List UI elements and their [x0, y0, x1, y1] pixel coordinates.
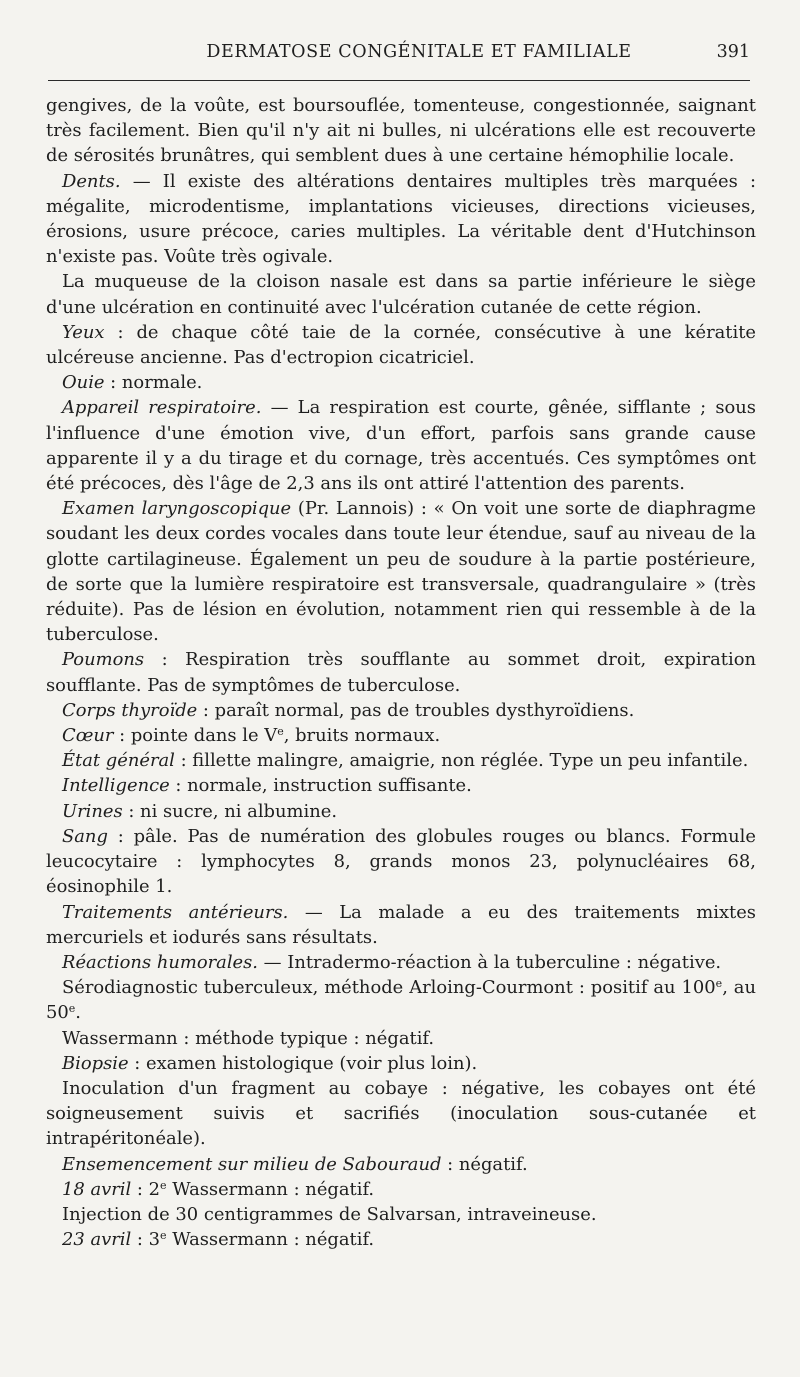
text-reactions: — Intradermo-réaction à la tuberculine : négative.	[258, 951, 722, 973]
paragraph-muqueuse	[46, 269, 756, 319]
text-muqueuse: La muqueuse de la cloison nasale est dans sa partie inférieure le siège d'une ulcération en continuité avec l'ulcération cutanée de cette région.	[46, 271, 756, 318]
text-injection: Injection de 30 centigrammes de Salvarsan, intraveineuse.	[62, 1203, 597, 1225]
paragraph-coeur	[46, 723, 756, 748]
label-sang: Sang	[62, 825, 108, 847]
label-dents: Dents.	[62, 170, 121, 192]
text-sang: : pâle. Pas de numération des globules rouges ou blancs. Formule leucocytaire : lymphocytes 8, grands monos 23, polynucléaires 68, éosinophile 1.	[46, 825, 756, 898]
label-ouie: Ouie	[62, 372, 105, 394]
label-intelligence: Intelligence	[62, 775, 170, 797]
label-23-avril: 23 avril	[62, 1229, 132, 1251]
paragraph-urines	[46, 799, 756, 824]
paragraph-18-avril	[46, 1177, 756, 1202]
label-thyroide: Corps thyroïde	[62, 699, 198, 721]
text-23-avril: : 3	[131, 1229, 161, 1251]
paragraph-laryngo	[46, 496, 756, 647]
paragraph-wassermann	[46, 1026, 756, 1051]
text-18-avril-2: Wassermann : négatif.	[166, 1178, 375, 1200]
label-yeux: Yeux	[62, 321, 105, 343]
page-header	[48, 42, 750, 78]
sup-coeur: e	[277, 725, 284, 739]
text-gengives: gengives, de la voûte, est boursouflée, tomenteuse, congestionnée, saignant très facilement. Bien qu'il n'y ait ni bulles, ni ulcérations elle est recouverte de sérosités brunâtres, qui semblent dues à une certaine hémophilie locale.	[46, 95, 756, 167]
text-wassermann: Wassermann : méthode typique : négatif.	[62, 1027, 435, 1049]
text-thyroide: : paraît normal, pas de troubles dysthyroïdiens.	[197, 699, 635, 721]
text-urines: : ni sucre, ni albumine.	[122, 800, 338, 822]
header-rule	[48, 80, 750, 81]
text-biopsie: : examen histologique (voir plus loin).	[128, 1052, 478, 1074]
label-18-avril: 18 avril	[62, 1178, 132, 1200]
label-traitements: Traitements antérieurs.	[62, 901, 289, 923]
paragraph-inoculation	[46, 1076, 756, 1152]
text-dents: — Il existe des altérations dentaires multiples très marquées : mégalite, microdentisme, implantations vicieuses, directions vicieuses, érosions, usure précoce, caries multiples. La véritable dent d'Hutchinson n'existe pas. Voûte très ogivale.	[46, 170, 756, 268]
text-serodiag-3: .	[75, 1002, 81, 1024]
text-laryngo: (Pr. Lannois) : « On voit une sorte de diaphragme soudant les deux cordes vocales dans toute leur étendue, sauf au niveau de la glotte cartilagineuse. Également un peu de soudure à la partie postérieure, de sorte que la lumière respiratoire est transversale, quadrangulaire » (très réduite). Pas de lésion en évolution, notamment rien qui ressemble à de la tuberculose.	[46, 498, 756, 646]
sup-serodiag-2: e	[68, 1002, 76, 1016]
label-laryngo: Examen laryngoscopique	[62, 498, 292, 520]
text-23-avril-2: Wassermann : négatif.	[166, 1229, 375, 1251]
text-coeur: : pointe dans le V	[113, 725, 278, 747]
text-serodiag: Sérodiagnostic tuberculeux, méthode Arloing-Courmont : positif au 100	[62, 977, 716, 999]
paragraph-biopsie	[46, 1051, 756, 1076]
page-number: 391	[716, 42, 750, 62]
paragraph-ensemencement	[46, 1152, 756, 1177]
paragraph-ouie	[46, 370, 756, 395]
text-respiratoire: — La respiration est courte, gênée, sifflante ; sous l'influence d'une émotion vive, d'un effort, parfois sans grande cause apparente il y a du tirage et du cornage, très accentués. Ces symptômes ont été précoces, dès l'âge de 2,3 ans ils ont attiré l'attention des parents.	[46, 397, 756, 495]
paragraph-injection	[46, 1202, 756, 1227]
label-reactions: Réactions humorales.	[62, 951, 258, 973]
paragraph-respiratoire	[46, 395, 756, 496]
paragraph-serodiagnostic	[46, 975, 756, 1025]
label-coeur: Cœur	[62, 725, 114, 747]
paragraph-23-avril	[46, 1227, 756, 1252]
paragraph-yeux	[46, 320, 756, 370]
text-poumons: : Respiration très soufflante au sommet droit, expiration soufflante. Pas de symptômes de tuberculose.	[46, 649, 756, 696]
text-yeux: : de chaque côté taie de la cornée, consécutive à une kératite ulcéreuse ancienne. Pas d'ectropion cicatriciel.	[46, 321, 756, 369]
text-ensemencement: : négatif.	[441, 1153, 528, 1175]
paragraph-traitements	[46, 900, 756, 950]
label-poumons: Poumons	[62, 649, 145, 671]
text-inoculation: Inoculation d'un fragment au cobaye : négative, les cobayes ont été soigneusement suivis et sacrifiés (inoculation sous-cutanée et intrapéritonéale).	[46, 1077, 756, 1150]
paragraph-poumons	[46, 647, 756, 697]
label-respiratoire: Appareil respiratoire.	[62, 397, 262, 419]
paragraph-sang	[46, 824, 756, 900]
paragraph-dents	[46, 169, 756, 270]
paragraph-thyroide	[46, 698, 756, 723]
text-18-avril: : 2	[131, 1178, 161, 1200]
sup-18-avril: e	[160, 1178, 167, 1192]
body-text	[46, 93, 756, 1252]
text-etat: : fillette malingre, amaigrie, non réglée. Type un peu infantile.	[174, 750, 749, 772]
label-ensemencement: Ensemencement sur milieu de Sabouraud	[62, 1153, 442, 1175]
text-serodiag-2: , au 50	[46, 977, 756, 1024]
running-title: DERMATOSE CONGÉNITALE ET FAMILIALE	[206, 42, 632, 62]
text-traitements: — La malade a eu des traitements mixtes mercuriels et iodurés sans résultats.	[46, 901, 756, 948]
paragraph-intelligence	[46, 773, 756, 798]
paragraph-gengives	[46, 93, 756, 169]
label-urines: Urines	[62, 800, 123, 822]
text-coeur-2: , bruits normaux.	[283, 725, 441, 747]
label-biopsie: Biopsie	[62, 1052, 129, 1074]
text-intelligence: : normale, instruction suffisante.	[169, 775, 472, 797]
label-etat: État général	[62, 750, 175, 772]
paragraph-reactions	[46, 950, 756, 975]
text-ouie: : normale.	[104, 372, 203, 394]
sup-23-avril: e	[160, 1229, 167, 1243]
sup-serodiag-1: e	[715, 977, 723, 991]
paragraph-etat	[46, 748, 756, 773]
